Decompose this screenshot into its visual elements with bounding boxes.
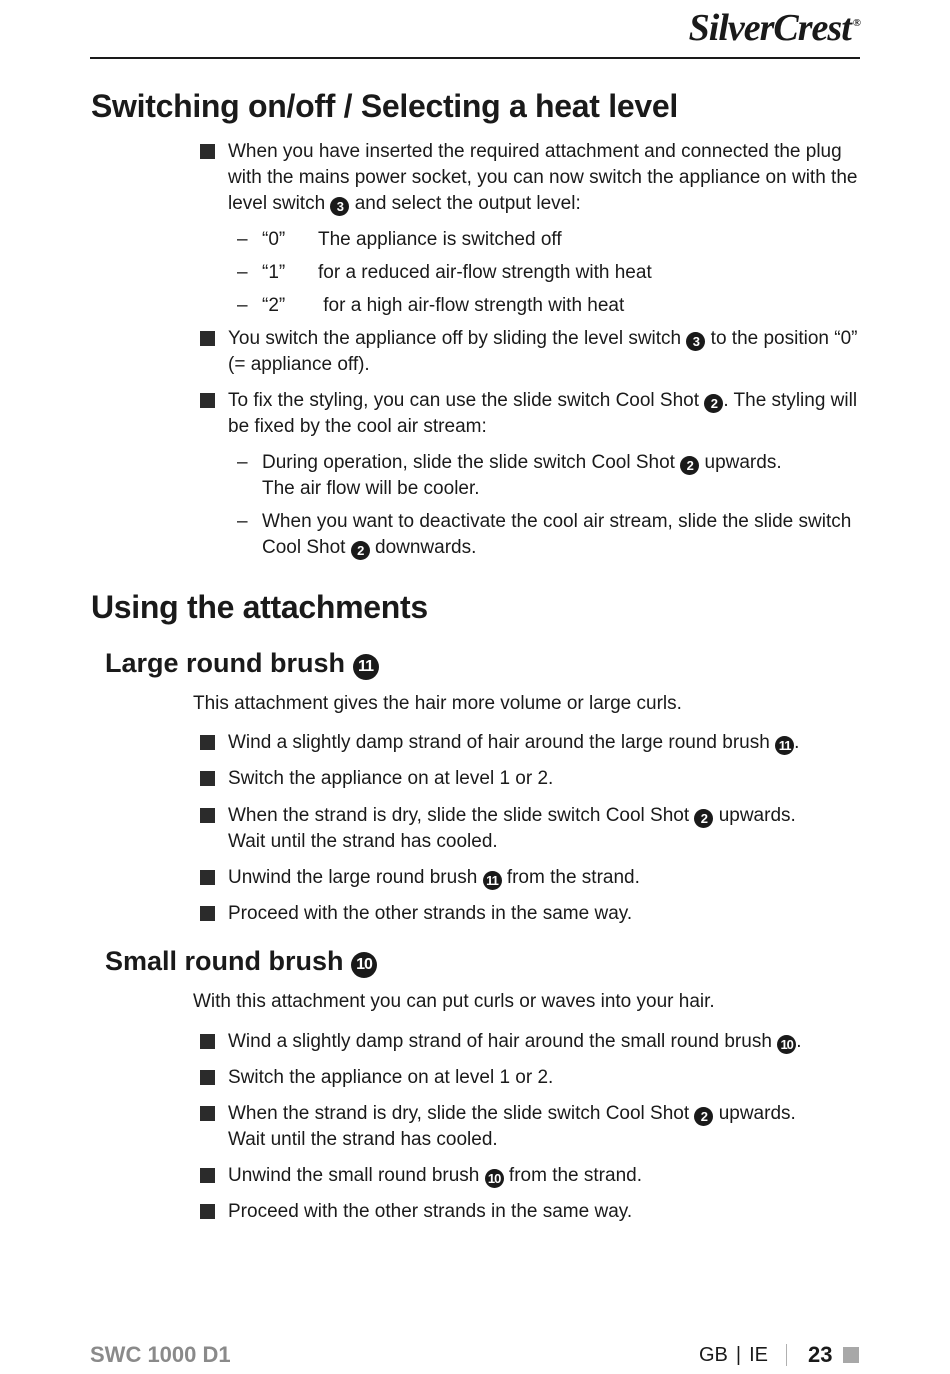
bullet-square-icon: [200, 1034, 215, 1049]
ref-number-icon: 10: [777, 1035, 796, 1054]
ref-number-icon: 11: [775, 736, 794, 755]
subsection-title-small-brush: Small round brush 10: [105, 946, 377, 978]
large-bullet-2: Switch the appliance on at level 1 or 2.: [228, 766, 858, 792]
header-rule: [90, 57, 860, 59]
ref-number-icon: 3: [686, 332, 705, 351]
ref-number-icon: 11: [353, 654, 379, 680]
small-bullet-1: Wind a slightly damp strand of hair around the small round brush 10 .: [228, 1029, 858, 1055]
small-bullet-2: Switch the appliance on at level 1 or 2.: [228, 1065, 858, 1091]
bullet-square-icon: [200, 331, 215, 346]
bullet-square-icon: [200, 393, 215, 408]
ref-number-icon: 3: [330, 197, 349, 216]
small-bullet-3: When the strand is dry, slide the slide switch Cool Shot 2 upwards. Wait until the strand has cooled.: [228, 1101, 858, 1153]
bullet-square-icon: [200, 771, 215, 786]
bullet-square-icon: [200, 144, 215, 159]
footer-separator: [786, 1344, 787, 1366]
ref-number-icon: 11: [483, 871, 502, 890]
bullet-square-icon: [200, 1204, 215, 1219]
dash-cool-off: – When you want to deactivate the cool air stream, slide the slide switch Cool Shot 2 downwards.: [237, 511, 852, 558]
page-number: 23: [808, 1342, 833, 1367]
bullet-switch-on: When you have inserted the required attachment and connected the plug with the mains power socket, you can now switch the appliance on with the level switch 3 and select the output level:: [228, 139, 858, 217]
section-title-attachments: Using the attachments: [91, 589, 428, 625]
bullet-switch-off: You switch the appliance off by sliding the level switch 3 to the position “0” (= appliance off).: [228, 326, 858, 378]
brand-logo: SilverCrest ®: [688, 7, 860, 49]
large-bullet-4: Unwind the large round brush 11 from the strand.: [228, 865, 858, 891]
page-marker-square-icon: [843, 1347, 859, 1363]
ref-number-icon: 2: [694, 809, 713, 828]
ref-number-icon: 2: [680, 456, 699, 475]
level-item-1: – “1” for a reduced air-flow strength with heat: [237, 262, 652, 283]
ref-number-icon: 10: [485, 1169, 504, 1188]
bullet-cool-shot: To fix the styling, you can use the slide switch Cool Shot 2 . The styling will be fixed by the cool air stream:: [228, 388, 858, 440]
level-item-0: – “0” The appliance is switched off: [237, 229, 562, 250]
small-bullet-4: Unwind the small round brush 10 from the strand.: [228, 1163, 858, 1189]
large-brush-intro: This attachment gives the hair more volume or large curls.: [193, 693, 682, 714]
ref-number-icon: 2: [704, 394, 723, 413]
bullet-square-icon: [200, 1106, 215, 1121]
small-brush-intro: With this attachment you can put curls or waves into your hair.: [193, 991, 715, 1012]
subsection-title-large-brush: Large round brush 11: [105, 648, 379, 680]
bullet-square-icon: [200, 808, 215, 823]
small-bullet-5: Proceed with the other strands in the same way.: [228, 1199, 858, 1225]
dash-cool-on: – During operation, slide the slide switch Cool Shot 2 upwards. The air flow will be cooler.: [237, 452, 782, 499]
level-item-2: – “2” for a high air-flow strength with heat: [237, 295, 625, 316]
bullet-square-icon: [200, 735, 215, 750]
bullet-square-icon: [200, 1070, 215, 1085]
bullet-square-icon: [200, 870, 215, 885]
large-bullet-1: Wind a slightly damp strand of hair around the large round brush 11 .: [228, 730, 858, 756]
large-bullet-5: Proceed with the other strands in the same way.: [228, 901, 858, 927]
footer-model: SWC 1000 D1: [90, 1342, 231, 1367]
ref-number-icon: 2: [694, 1107, 713, 1126]
large-bullet-3: When the strand is dry, slide the slide switch Cool Shot 2 upwards. Wait until the strand has cooled.: [228, 803, 858, 855]
footer-languages: GB | IE: [699, 1344, 769, 1366]
ref-number-icon: 2: [351, 541, 370, 560]
ref-number-icon: 10: [351, 952, 377, 978]
bullet-square-icon: [200, 1168, 215, 1183]
bullet-square-icon: [200, 906, 215, 921]
section-title-switching: Switching on/off / Selecting a heat level: [91, 88, 678, 124]
